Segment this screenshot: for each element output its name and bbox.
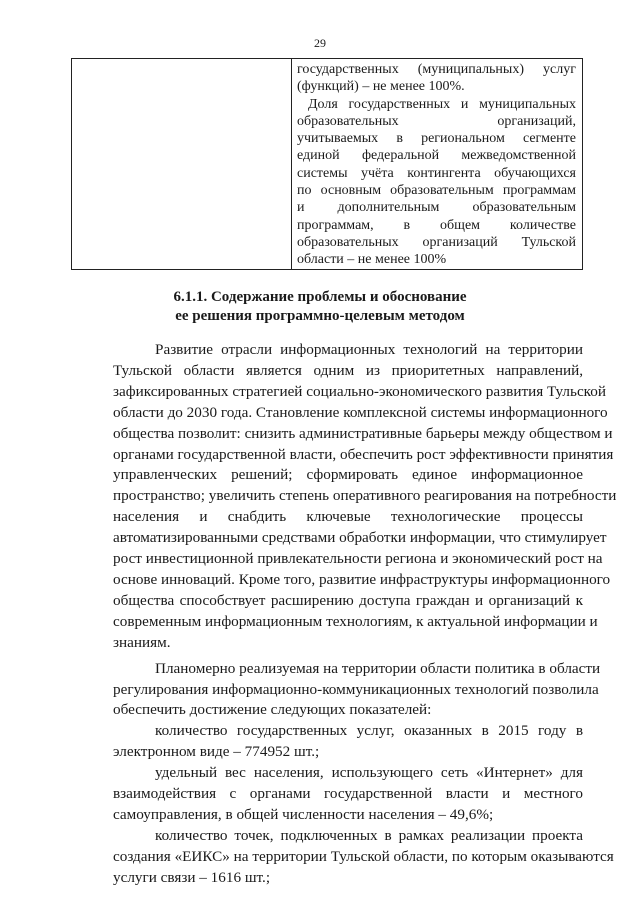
text-line: автоматизированными средствами обработки информации, что стимулирует [113, 529, 607, 547]
table-cell-line: Доля государственных и муниципальных [308, 96, 576, 112]
table-cell-line: образовательных организаций, [297, 113, 576, 129]
text-line: самоуправления, в общей численности населения – 49,6%; [113, 805, 494, 823]
text-line: создания «ЕИКС» на территории Тульской области, по которым оказываются [113, 847, 614, 865]
table-cell-line: единой федеральной межведомственной [297, 148, 576, 164]
text-line: взаимодействия с органами государственной власти и местного [113, 785, 583, 803]
table-cell-line: государственных (муниципальных) услуг [297, 62, 576, 77]
table-cell-line: учитываемых в региональном сегменте [297, 131, 576, 147]
table-right-cell [297, 61, 576, 269]
section-heading-line: 6.1.1. Содержание проблемы и обоснование [173, 289, 467, 305]
text-line: услуги связи – 1616 шт.; [113, 868, 271, 886]
text-line: рост инвестиционной привлекательности региона и экономический рост на [113, 550, 603, 568]
text-line: обеспечить достижение следующих показателей: [113, 701, 432, 719]
text-line: пространство; увеличить степень оперативного реагирования на потребности [113, 487, 617, 505]
section-heading [0, 288, 640, 326]
body-text [113, 340, 617, 889]
text-line: Планомерно реализуемая на территории области политика в области [155, 659, 601, 677]
text-line: электронном виде – 774952 шт.; [113, 743, 320, 761]
text-line: органами государственной власти, обеспечить рост эффективности принятия [113, 445, 614, 463]
table-cell-line: (функций) – не менее 100%. [297, 79, 465, 95]
list-item [113, 721, 583, 763]
text-line: населения и снабдить ключевые технологические процессы [113, 508, 583, 526]
section-heading-line: ее решения программно-целевым методом [175, 308, 465, 324]
table-cell-line: по основным образовательным программам [297, 183, 576, 199]
paragraph-policy [113, 659, 601, 722]
table-column-divider [291, 59, 292, 269]
text-line: регулирования информационно-коммуникационных технологий позволила [113, 680, 599, 698]
text-line: общества позволит: снизить административные барьеры между обществом и [113, 424, 613, 442]
continuation-table [71, 58, 583, 270]
text-line: общества способствует расширению доступа граждан и организаций к [113, 591, 583, 609]
list-item [113, 826, 614, 889]
text-line: удельный вес населения, использующего сеть «Интернет» для [155, 764, 583, 782]
table-cell-line: образовательных организаций Тульской [297, 234, 576, 250]
text-line: знаниям. [113, 633, 171, 651]
text-line: Тульской области является одним из приоритетных направлений, [113, 361, 583, 379]
page-number: 29 [314, 36, 326, 50]
list-item [113, 763, 583, 826]
text-line: количество государственных услуг, оказанных в 2015 году в [155, 722, 583, 740]
text-line: зафиксированных стратегией социально-экономического развития Тульской [113, 382, 607, 400]
text-line: современным информационным технологиям, к актуальной информации и [113, 612, 598, 630]
table-cell-line: программам, в общем количестве [297, 217, 576, 233]
text-line: основе инноваций. Кроме того, развитие инфраструктуры информационного [113, 570, 611, 588]
text-line: управленческих решений; сформировать единое информационное [113, 466, 583, 484]
paragraph-development [113, 340, 617, 654]
text-line: количество точек, подключенных в рамках реализации проекта [155, 826, 583, 844]
table-cell-line: и дополнительным образовательным [297, 200, 576, 216]
text-line: области до 2030 года. Становление комплексной системы информационного [113, 403, 608, 421]
text-line: Развитие отрасли информационных технологий на территории [155, 341, 583, 358]
table-cell-line: области – не менее 100% [297, 252, 447, 268]
table-cell-line: системы учёта контингента обучающихся [297, 165, 576, 181]
